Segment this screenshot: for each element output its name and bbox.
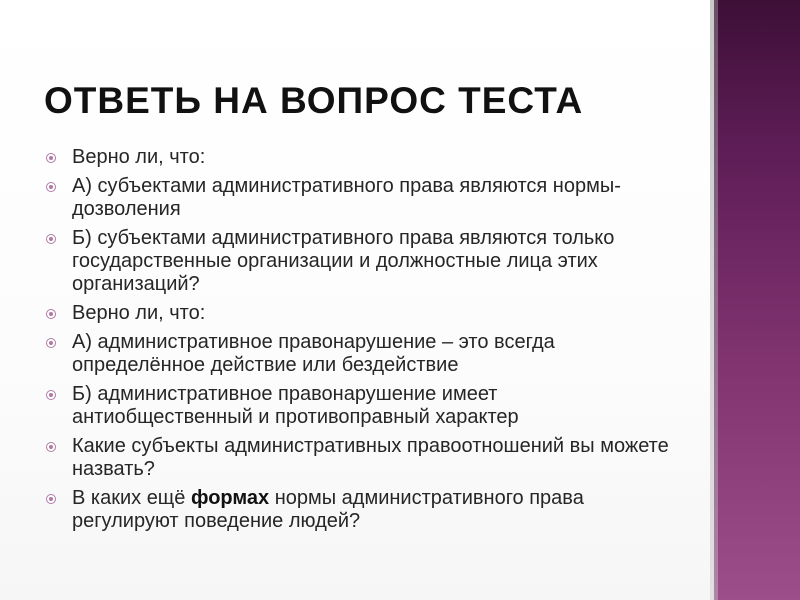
circle-bullet-icon: [46, 390, 56, 400]
circle-bullet-icon: [46, 338, 56, 348]
slide-title: ОТВЕТЬ НА ВОПРОС ТЕСТА: [44, 80, 584, 121]
bullet-text: Б) административное правонарушение имеет антиобщественный и противоправный характер: [72, 383, 519, 428]
bullet-text: Верно ли, что:: [72, 146, 206, 168]
bullet-text: Б) субъектами административного права являются только государственные организации и должностные лица этих организаций?: [72, 227, 615, 295]
bullet-text: А) административное правонарушение – это всегда определённое действие или бездействие: [72, 331, 555, 376]
bullet-item: [44, 146, 674, 169]
decorative-side-band: [710, 0, 800, 600]
bullet-text: Верно ли, что:: [72, 302, 206, 324]
bullet-item: [44, 331, 674, 377]
bullet-item: [44, 302, 674, 325]
circle-bullet-icon: [46, 153, 56, 163]
bullet-text: А) субъектами административного права являются нормы-дозволения: [72, 175, 621, 220]
bullet-list: [44, 146, 674, 539]
bullet-text-before: В каких ещё: [72, 487, 191, 509]
circle-bullet-icon: [46, 234, 56, 244]
bullet-item: [44, 383, 674, 429]
bullet-item-last: [44, 487, 674, 533]
bullet-item: [44, 175, 674, 221]
bullet-item: [44, 435, 674, 481]
circle-bullet-icon: [46, 309, 56, 319]
bullet-text-after: нормы административного права регулируют поведение людей?: [72, 487, 584, 532]
bullet-text: Какие субъекты административных правоотношений вы можете назвать?: [72, 435, 669, 480]
circle-bullet-icon: [46, 442, 56, 452]
bullet-text-emphasis: формах: [190, 487, 270, 509]
bullet-item: [44, 227, 674, 296]
circle-bullet-icon: [46, 494, 56, 504]
circle-bullet-icon: [46, 182, 56, 192]
